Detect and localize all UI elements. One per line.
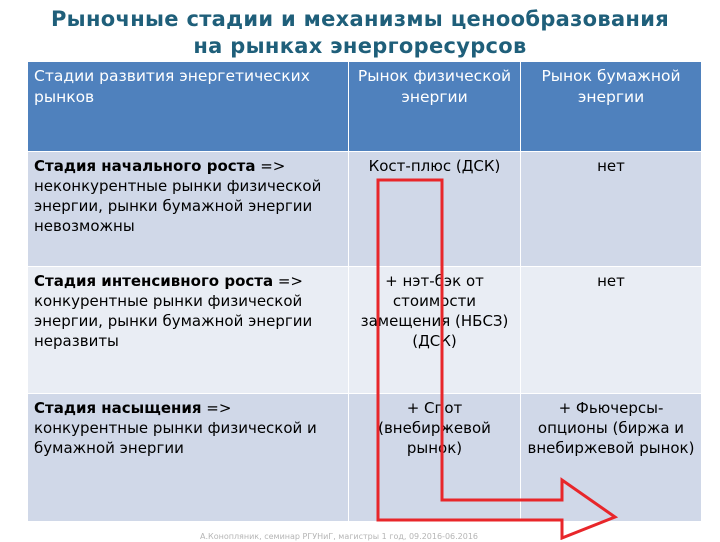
paper-market-cell: нет: [521, 152, 702, 267]
physical-market-cell: + нэт-бэк от стоимости замещения (НБСЗ) (ДСК): [349, 267, 521, 394]
stage-name: Стадия насыщения: [34, 399, 202, 417]
physical-market-cell: Кост-плюс (ДСК): [349, 152, 521, 267]
header-paper-market: Рынок бумажной энергии: [521, 62, 702, 152]
stage-description: => конкурентные рынки физической энергии, рынки бумажной энергии неразвиты: [34, 272, 313, 350]
stage-cell: [28, 152, 349, 267]
paper-market-cell: + Фьючерсы-опционы (биржа и внебиржевой рынок): [521, 394, 702, 522]
stage-description: => конкурентные рынки физической и бумажной энергии: [34, 399, 317, 457]
market-stages-table: [28, 62, 702, 522]
stage-cell: [28, 394, 349, 522]
slide-title-line-2: на рынках энергоресурсов: [193, 34, 527, 58]
table-row: [28, 152, 702, 267]
table-row: [28, 267, 702, 394]
stage-name: Стадия интенсивного роста: [34, 272, 274, 290]
table-row: [28, 394, 702, 522]
table-header-row: [28, 62, 702, 152]
stage-name: Стадия начального роста: [34, 157, 256, 175]
footer-note: А.Конопляник, семинар РГУНиГ, магистры 1 год, 09.2016-06.2016: [200, 532, 479, 541]
paper-market-cell: нет: [521, 267, 702, 394]
physical-market-cell: + Спот (внебиржевой рынок): [349, 394, 521, 522]
slide-title-line-1: Рыночные стадии и механизмы ценообразования: [50, 7, 670, 31]
stage-description: => неконкурентные рынки физической энергии, рынки бумажной энергии невозможны: [34, 157, 322, 235]
header-stages: Стадии развития энергетических рынков: [28, 62, 349, 152]
slide-title: [0, 6, 720, 60]
header-physical-market: Рынок физической энергии: [349, 62, 521, 152]
stage-cell: [28, 267, 349, 394]
